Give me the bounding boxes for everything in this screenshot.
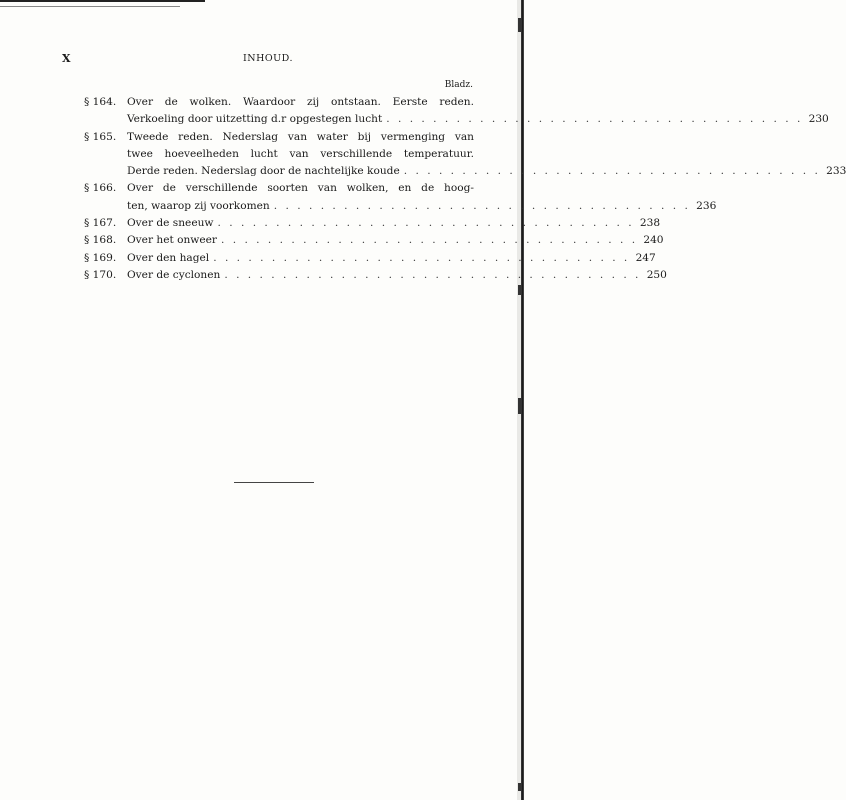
page-number: 240 (643, 234, 664, 247)
page-number: 238 (639, 217, 661, 230)
entry-tail (127, 250, 630, 267)
edge-notch (518, 398, 521, 414)
dot-leader: . . . . . . . . . . . . . . . . . . . . . . . . . . . . . . . . . . . . (403, 165, 821, 178)
section-number: § 165. (84, 130, 117, 143)
toc-line (84, 146, 474, 163)
toc-entry (84, 180, 717, 215)
section-number: § 166. (84, 182, 117, 195)
table-of-contents (84, 94, 846, 284)
entry-text: Verkoeling door uitzetting d.r opgestegen lucht (127, 113, 383, 126)
page-number: 230 (808, 113, 829, 126)
page-number: 236 (696, 199, 717, 212)
toc-entry (84, 129, 846, 181)
page-number: 247 (635, 251, 656, 264)
entry-tail (127, 111, 803, 128)
section-number: § 168. (84, 234, 117, 247)
dot-leader: . . . . . . . . . . . . . . . . . . . . . . . . . . . . . . . . . . . . (224, 268, 641, 281)
entry-tail (127, 232, 638, 249)
toc-entry (84, 232, 664, 249)
page-title: INHOUD. (243, 53, 293, 64)
toc-entry (84, 94, 829, 129)
entry-text: Tweede reden. Nederslag van water bij vermenging van (127, 130, 474, 143)
toc-entry (84, 267, 667, 284)
scan-edge-top-faint (0, 6, 180, 7)
dot-leader: . . . . . . . . . . . . . . . . . . . . . . . . . . . . . . . . . . . . (273, 199, 691, 212)
entry-text: Over de verschillende soorten van wolken, en de hoog- (127, 182, 474, 195)
indent (84, 111, 127, 128)
dot-leader: . . . . . . . . . . . . . . . . . . . . . . . . . . . . . . . . . . . . (213, 251, 630, 264)
toc-line (84, 232, 664, 249)
toc-entry (84, 215, 661, 232)
toc-line (84, 129, 474, 146)
section-number: § 167. (84, 217, 117, 230)
dot-leader: . . . . . . . . . . . . . . . . . . . . . . . . . . . . . . . . . . . . (386, 113, 803, 126)
toc-line (84, 111, 829, 128)
toc-line (84, 250, 656, 267)
toc-line (84, 94, 474, 111)
entry-text: twee hoeveelheden lucht van verschillende temperatuur. (127, 147, 474, 160)
edge-notch (518, 783, 521, 791)
toc-line (84, 163, 846, 180)
entry-tail (127, 215, 634, 232)
indent (84, 146, 127, 163)
toc-line (84, 215, 661, 232)
dot-leader: . . . . . . . . . . . . . . . . . . . . . . . . . . . . . . . . . . . . (217, 217, 635, 230)
toc-line (84, 198, 717, 215)
entry-text: Derde reden. Nederslag door de nachtelijke koude (127, 165, 400, 178)
toc-entry (84, 250, 656, 267)
entry-text: Over de cyclonen (127, 268, 221, 281)
entry-text: ten, waarop zij voorkomen (127, 199, 270, 212)
entry-tail (127, 267, 641, 284)
section-number: § 164. (84, 96, 117, 108)
entry-text: Over de wolken. Waardoor zij ontstaan. Eerste reden. (127, 96, 474, 108)
end-rule (234, 482, 314, 483)
entry-tail (127, 163, 820, 180)
entry-text: Over den hagel (127, 251, 210, 264)
entry-text: Over de sneeuw (127, 217, 214, 230)
entry-text: Over het onweer (127, 234, 217, 247)
page-number: 233 (826, 165, 846, 178)
section-number: § 170. (84, 268, 117, 281)
scan-edge-top (0, 0, 205, 2)
section-number: § 169. (84, 251, 117, 264)
indent (84, 198, 127, 215)
entry-tail (127, 198, 690, 215)
edge-notch (518, 18, 521, 32)
page-numeral: X (62, 52, 71, 65)
toc-line (84, 267, 667, 284)
edge-notch (518, 285, 521, 295)
page-number: 250 (646, 268, 667, 281)
indent (84, 163, 127, 180)
page-column-label: Bladz. (444, 80, 473, 90)
running-header (62, 52, 474, 66)
dot-leader: . . . . . . . . . . . . . . . . . . . . . . . . . . . . . . . . . . . . (220, 234, 638, 247)
toc-line (84, 180, 474, 197)
